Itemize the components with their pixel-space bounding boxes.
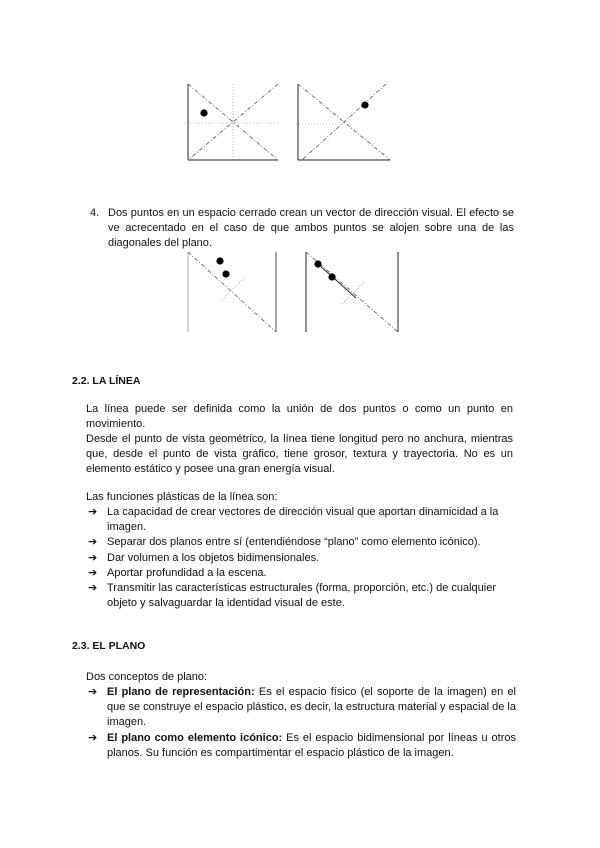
concept-term: El plano como elemento icónico: (107, 731, 283, 744)
point-dot (314, 260, 321, 267)
item-number: 4. (90, 207, 100, 219)
concept-definition: Es el espacio bidimensional por líneas u otros planos. Su función es compartimentar el espacio plástico de la imagen. (107, 731, 516, 759)
concept-term: El plano de representación: (107, 686, 255, 698)
figure-point-in-square (184, 84, 280, 162)
section-heading-linea: 2.2. LA LÍNEA (72, 375, 141, 387)
list-item (86, 731, 516, 761)
plano-concepts-list (86, 685, 516, 761)
figure-two-points-near-diagonal (186, 252, 278, 334)
paragraph-linea-functions-intro: Las funciones plásticas de la línea son: (86, 491, 278, 503)
arrow-right-icon: ➔ (88, 551, 98, 564)
arrow-right-icon: ➔ (88, 566, 98, 579)
figure-point-on-diagonal (296, 84, 392, 162)
paragraph-linea-definition: La línea puede ser definida como la unión de dos puntos o como un punto en movimiento. (86, 403, 513, 431)
arrow-right-icon: ➔ (88, 686, 98, 698)
list-item: ➔ Dar volumen a los objetos bidimensionales. (86, 551, 516, 566)
arrow-right-icon: ➔ (88, 506, 98, 518)
arrow-right-icon: ➔ (88, 731, 98, 744)
figure-two-points-on-diagonal (304, 252, 400, 334)
concept-definition: Es el espacio físico (el soporte de la imagen) en el que se construye el espacio plástico, es decir, la estructura material y espacial de la imagen. (107, 686, 516, 729)
list-item: ➔ La capacidad de crear vectores de dirección visual que aportan dinamicidad a la imagen. (88, 506, 499, 534)
point-dot (328, 273, 335, 280)
list-item: ➔ Aportar profundidad a la escena. (86, 566, 516, 581)
list-item: ➔ Separar dos planos entre sí (entendiéndose “plano” como elemento icónico). (86, 535, 516, 550)
arrow-right-icon: ➔ (88, 536, 98, 549)
linea-functions-list (86, 505, 516, 611)
list-item: ➔ Transmitir las características estructurales (forma, proporción, etc.) de cualquier objeto y salvaguardar la identidad visual de este. (88, 582, 497, 610)
point-dot (200, 109, 207, 116)
arrow-right-icon: ➔ (88, 582, 98, 595)
point-dot (361, 101, 368, 108)
point-dot (216, 257, 223, 264)
paragraph-plano-intro: Dos conceptos de plano: (86, 671, 208, 683)
list-item (86, 685, 516, 731)
item-text: Dos puntos en un espacio cerrado crean un vector de dirección visual. El efecto se ve acrecentado en el caso de que ambos puntos se alojen sobre una de las diagonales del plano. (108, 207, 514, 250)
paragraph-linea-geometry: Desde el punto de vista geométrico, la línea tiene longitud pero no anchura, mientras que, desde el punto de vista gráfico, tiene grosor, textura y trayectoria. No es un elemento estático y posee una gran energía visual. (86, 433, 513, 476)
point-dot (222, 270, 229, 277)
numbered-item-4 (90, 206, 514, 254)
section-heading-plano: 2.3. EL PLANO (72, 640, 146, 652)
